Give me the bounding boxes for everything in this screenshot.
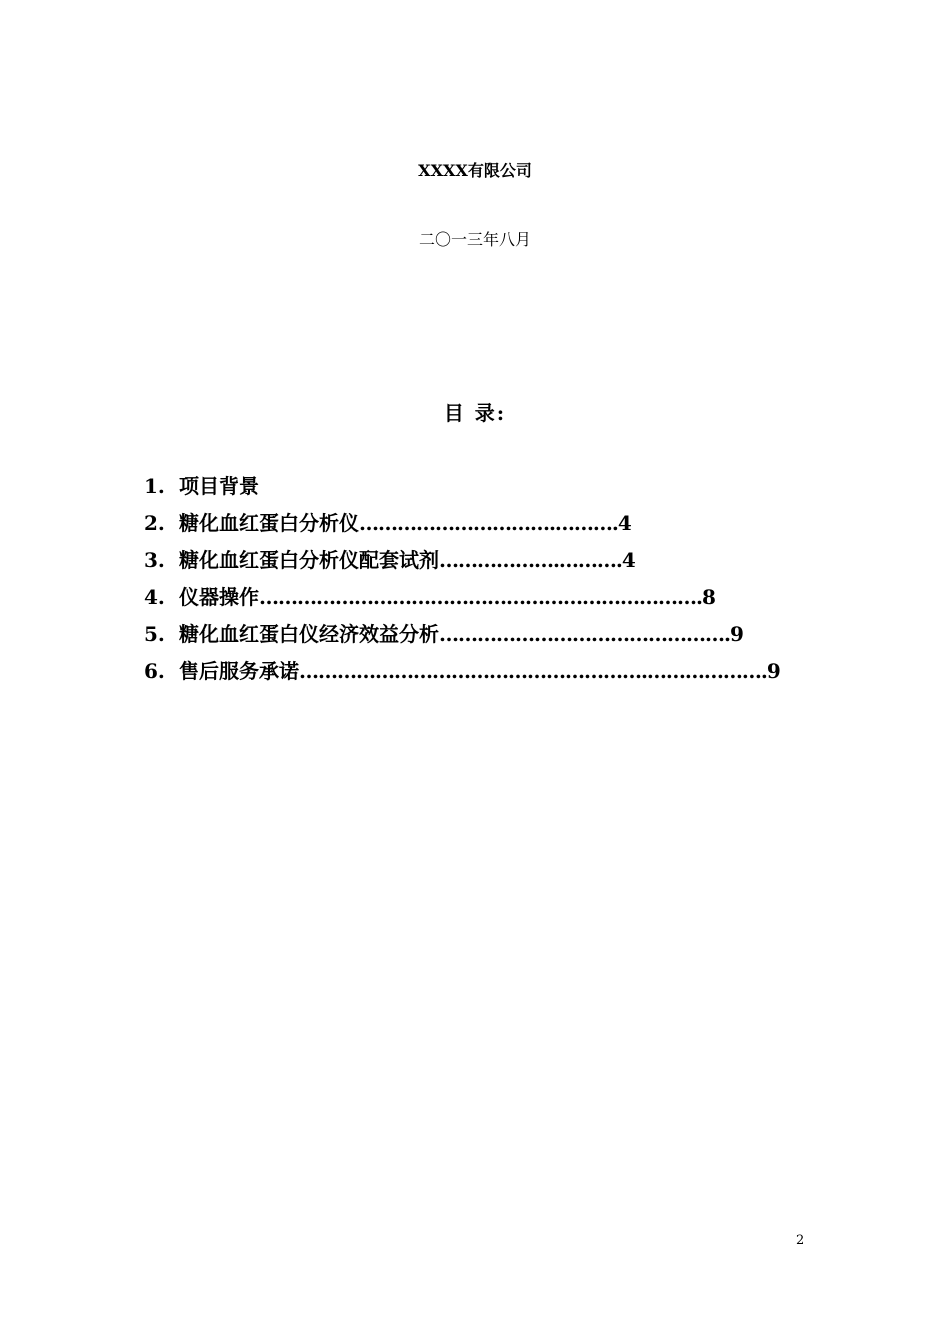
- toc-item-title: 糖化血红蛋白分析仪配套试剂: [178, 548, 439, 572]
- toc-item-title: 仪器操作: [178, 585, 259, 609]
- toc-item[interactable]: [144, 581, 781, 618]
- toc-item-title: 项目背景: [178, 474, 259, 498]
- toc-dot-leader: ……………………………………….: [438, 622, 730, 646]
- toc-title: 目 录:: [443, 401, 507, 425]
- toc-item-number: 5.: [144, 622, 165, 646]
- toc-item-number: 2.: [144, 511, 165, 535]
- toc-dot-leader: …………………………………………………………….: [258, 585, 702, 609]
- company-name: XXXX有限公司: [418, 161, 532, 180]
- toc-item-page: 4: [621, 548, 636, 572]
- toc-dot-leader: ……………………………………………….……………….: [298, 659, 767, 683]
- toc-item-number: 1.: [144, 474, 165, 498]
- toc-dot-leader: ……………….……….: [438, 548, 622, 572]
- toc-item-page: 8: [701, 585, 716, 609]
- toc-item-page: 9: [729, 622, 744, 646]
- toc-dot-leader: ………………………….……….: [358, 511, 618, 535]
- toc-item-page: 4: [617, 511, 632, 535]
- toc-item-title: 糖化血红蛋白仪经济效益分析: [178, 622, 439, 646]
- toc-item-number: 3.: [144, 548, 165, 572]
- toc-item-title: 糖化血红蛋白分析仪: [178, 511, 359, 535]
- toc-item-number: 4.: [144, 585, 165, 609]
- toc-item[interactable]: [144, 655, 781, 692]
- table-of-contents: [144, 470, 781, 692]
- toc-item-title: 售后服务承诺: [178, 659, 299, 683]
- document-date: 二〇一三年八月: [418, 230, 531, 249]
- toc-item[interactable]: [144, 470, 781, 507]
- toc-item[interactable]: [144, 618, 781, 655]
- toc-item[interactable]: [144, 544, 781, 581]
- toc-item[interactable]: [144, 507, 781, 544]
- page-number: 2: [796, 1233, 805, 1248]
- toc-item-page: 9: [766, 659, 781, 683]
- toc-item-number: 6.: [144, 659, 165, 683]
